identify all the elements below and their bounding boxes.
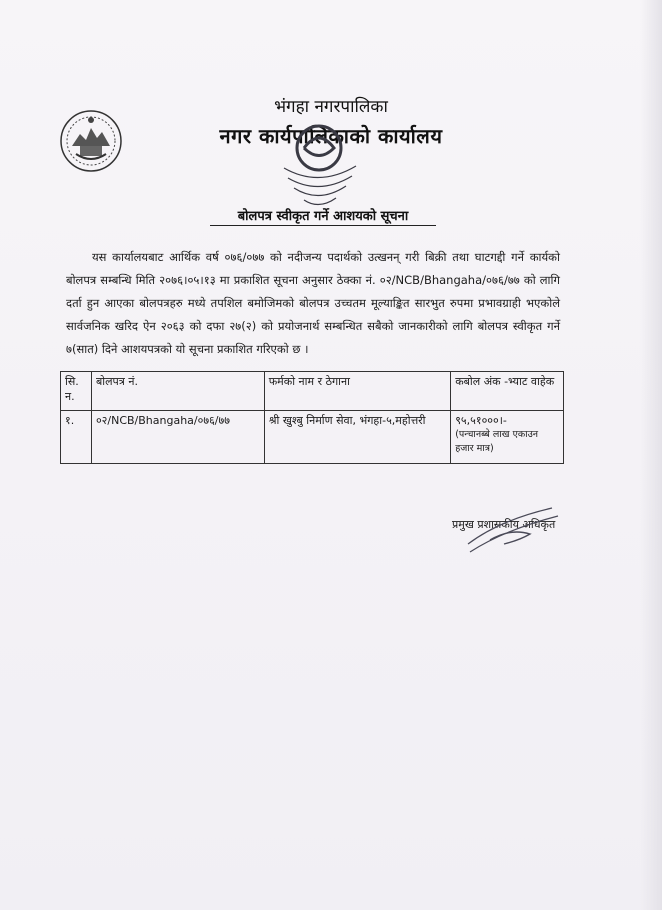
cell-amount xyxy=(451,411,564,464)
header-amount: कबोल अंक -भ्याट वाहेक xyxy=(451,372,564,411)
cell-bid-number: ०२/NCB/Bhangaha/०७६/७७ xyxy=(91,411,264,464)
amount-value: ९५,५१०००।- xyxy=(455,414,507,427)
notice-title: बोलपत्र स्वीकृत गर्ने आशयको सूचना xyxy=(210,206,436,226)
office-name: नगर कार्यपालिकाको कार्यालय xyxy=(219,124,443,148)
notice-body: यस कार्यालयबाट आर्थिक वर्ष ०७६/०७७ को नदीजन्य पदार्थको उत्खनन् गरी बिक्री तथा घाटगद्दी गर्ने कार्यको बोलपत्र सम्बन्धि मिति २०७६।०५।१३ मा प्रकाशित सूचना अनुसार ठेक्का नं. ०२/NCB/Bhangaha/०७६/७७ को लागि दर्ता हुन आएका बोलपत्रहरु मध्ये तपशिल बमोजिमको बोलपत्र उच्चतम मूल्याङ्कित सारभुत रुपमा प्रभावग्राही भएकोले सार्वजनिक खरिद ऐन २०६३ को दफा २७(२) को प्रयोजनार्थ सम्बन्धित सबैको जानकारीको लागि बोलपत्र स्वीकृत गर्ने ७(सात) दिने आशयपत्रको यो सूचना प्रकाशित गरिएको छ । xyxy=(66,250,560,356)
table-header-row xyxy=(61,372,564,411)
bid-table xyxy=(60,371,564,464)
signature-stamp-icon xyxy=(460,500,570,560)
cell-serial: १. xyxy=(61,411,92,464)
signatory-title: प्रमुख प्रशासकीय अधिकृत xyxy=(452,518,556,531)
header-serial: सि. न. xyxy=(61,372,92,411)
table-row xyxy=(61,411,564,464)
amount-in-words: (पन्चानब्बे लाख एकाउन हजार मात्र) xyxy=(455,429,539,454)
header-bid-number: बोलपत्र नं. xyxy=(91,372,264,411)
cell-firm: श्री खुश्बु निर्माण सेवा, भंगहा-५,महोत्तरी xyxy=(264,411,451,464)
municipality-name: भंगहा नगरपालिका xyxy=(274,97,388,117)
header-firm: फर्मको नाम र ठेगाना xyxy=(264,372,451,411)
